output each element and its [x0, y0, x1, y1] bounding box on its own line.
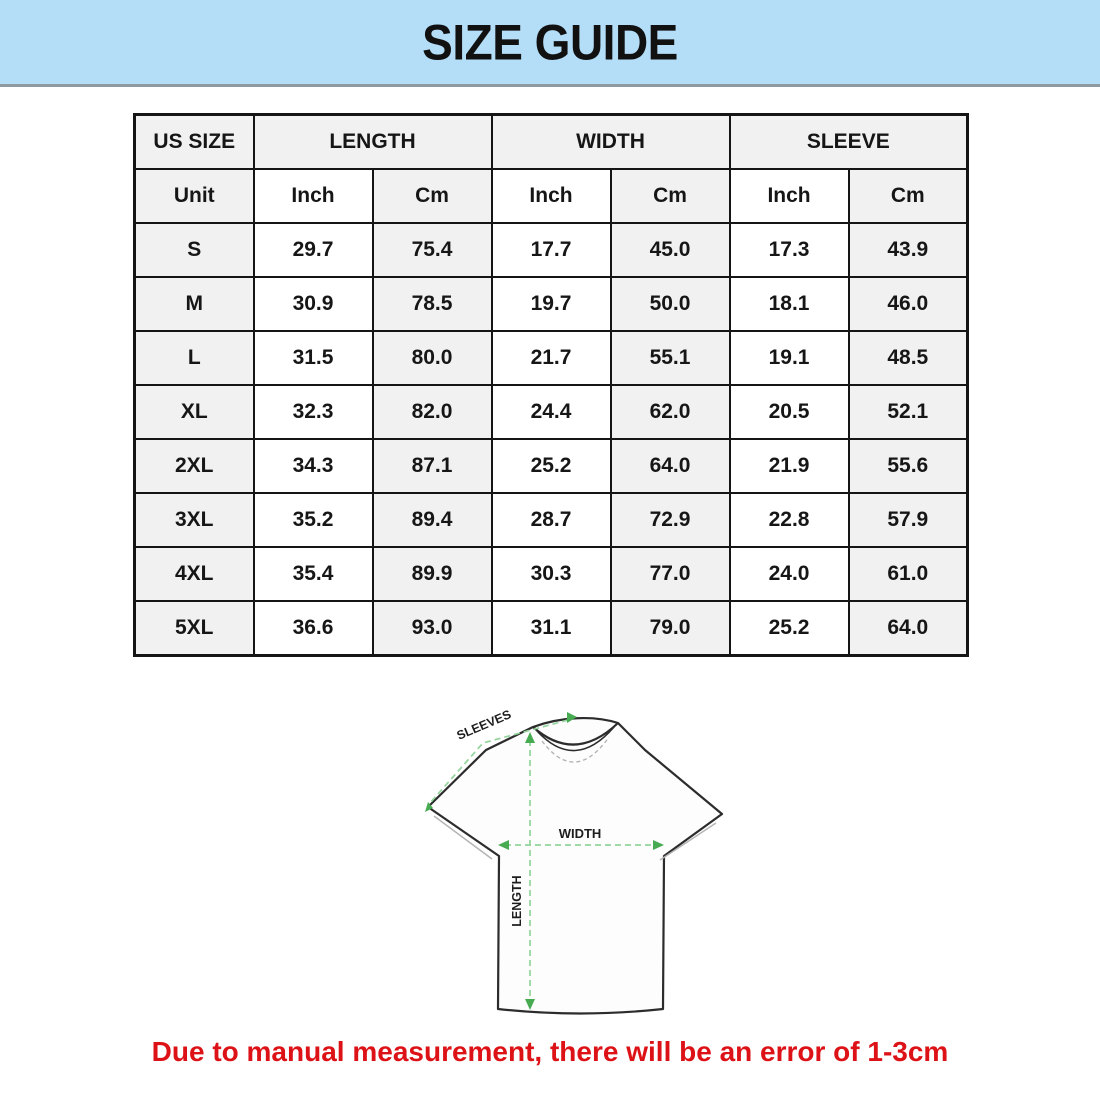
- table-row: [135, 601, 968, 656]
- size-value-cell: 20.5: [730, 385, 849, 439]
- size-value-cell: 28.7: [492, 493, 611, 547]
- size-value-cell: 55.6: [849, 439, 968, 493]
- size-value-cell: 64.0: [849, 601, 968, 656]
- size-value-cell: 52.1: [849, 385, 968, 439]
- col-header-length: LENGTH: [254, 115, 492, 170]
- size-value-cell: 17.7: [492, 223, 611, 277]
- size-label-cell: 3XL: [135, 493, 254, 547]
- size-value-cell: 34.3: [254, 439, 373, 493]
- tshirt-outline: [428, 718, 722, 1013]
- unit-header-cell: Cm: [373, 169, 492, 223]
- table-row: [135, 493, 968, 547]
- unit-header-cell: Inch: [254, 169, 373, 223]
- table-row: [135, 331, 968, 385]
- tshirt-diagram-svg: [388, 688, 792, 1032]
- size-value-cell: 22.8: [730, 493, 849, 547]
- size-value-cell: 19.7: [492, 277, 611, 331]
- size-value-cell: 78.5: [373, 277, 492, 331]
- size-label-cell: 4XL: [135, 547, 254, 601]
- size-value-cell: 30.3: [492, 547, 611, 601]
- tshirt-measurement-diagram: [388, 688, 792, 1032]
- size-value-cell: 31.1: [492, 601, 611, 656]
- size-value-cell: 61.0: [849, 547, 968, 601]
- size-value-cell: 19.1: [730, 331, 849, 385]
- size-value-cell: 36.6: [254, 601, 373, 656]
- size-value-cell: 29.7: [254, 223, 373, 277]
- table-row: [135, 385, 968, 439]
- size-label-cell: S: [135, 223, 254, 277]
- table-row: [135, 277, 968, 331]
- size-value-cell: 30.9: [254, 277, 373, 331]
- unit-header-cell: Inch: [492, 169, 611, 223]
- size-guide-table-wrap: [133, 113, 969, 657]
- table-row: [135, 547, 968, 601]
- size-value-cell: 32.3: [254, 385, 373, 439]
- size-value-cell: 64.0: [611, 439, 730, 493]
- size-value-cell: 55.1: [611, 331, 730, 385]
- unit-header-cell: Cm: [849, 169, 968, 223]
- unit-header-cell: Unit: [135, 169, 254, 223]
- col-header-us-size: US SIZE: [135, 115, 254, 170]
- size-value-cell: 35.2: [254, 493, 373, 547]
- table-row: [135, 223, 968, 277]
- size-value-cell: 93.0: [373, 601, 492, 656]
- size-value-cell: 25.2: [730, 601, 849, 656]
- col-header-width: WIDTH: [492, 115, 730, 170]
- size-value-cell: 31.5: [254, 331, 373, 385]
- size-value-cell: 48.5: [849, 331, 968, 385]
- size-table-body: [135, 223, 968, 656]
- size-label-cell: M: [135, 277, 254, 331]
- size-value-cell: 45.0: [611, 223, 730, 277]
- size-value-cell: 21.7: [492, 331, 611, 385]
- size-value-cell: 18.1: [730, 277, 849, 331]
- table-row: [135, 439, 968, 493]
- size-value-cell: 72.9: [611, 493, 730, 547]
- size-value-cell: 50.0: [611, 277, 730, 331]
- size-label-cell: 2XL: [135, 439, 254, 493]
- size-value-cell: 57.9: [849, 493, 968, 547]
- size-value-cell: 43.9: [849, 223, 968, 277]
- size-value-cell: 24.0: [730, 547, 849, 601]
- size-label-cell: 5XL: [135, 601, 254, 656]
- size-label-cell: L: [135, 331, 254, 385]
- size-value-cell: 79.0: [611, 601, 730, 656]
- unit-header-row: [135, 169, 968, 223]
- size-value-cell: 35.4: [254, 547, 373, 601]
- size-guide-table: [133, 113, 969, 657]
- unit-header-cell: Inch: [730, 169, 849, 223]
- size-value-cell: 24.4: [492, 385, 611, 439]
- size-value-cell: 17.3: [730, 223, 849, 277]
- group-header-row: [135, 115, 968, 170]
- size-value-cell: 89.9: [373, 547, 492, 601]
- size-value-cell: 89.4: [373, 493, 492, 547]
- unit-header-cell: Cm: [611, 169, 730, 223]
- page-title: SIZE GUIDE: [422, 13, 678, 71]
- banner: [0, 0, 1100, 87]
- size-value-cell: 75.4: [373, 223, 492, 277]
- size-value-cell: 82.0: [373, 385, 492, 439]
- size-value-cell: 21.9: [730, 439, 849, 493]
- sleeves-label: SLEEVES: [454, 707, 514, 743]
- length-label: LENGTH: [510, 875, 524, 927]
- size-value-cell: 77.0: [611, 547, 730, 601]
- width-label: WIDTH: [558, 826, 602, 841]
- size-value-cell: 62.0: [611, 385, 730, 439]
- size-value-cell: 25.2: [492, 439, 611, 493]
- size-value-cell: 87.1: [373, 439, 492, 493]
- footnote: Due to manual measurement, there will be an error of 1-3cm: [151, 1036, 949, 1067]
- size-value-cell: 46.0: [849, 277, 968, 331]
- size-value-cell: 80.0: [373, 331, 492, 385]
- col-header-sleeve: SLEEVE: [730, 115, 968, 170]
- size-label-cell: XL: [135, 385, 254, 439]
